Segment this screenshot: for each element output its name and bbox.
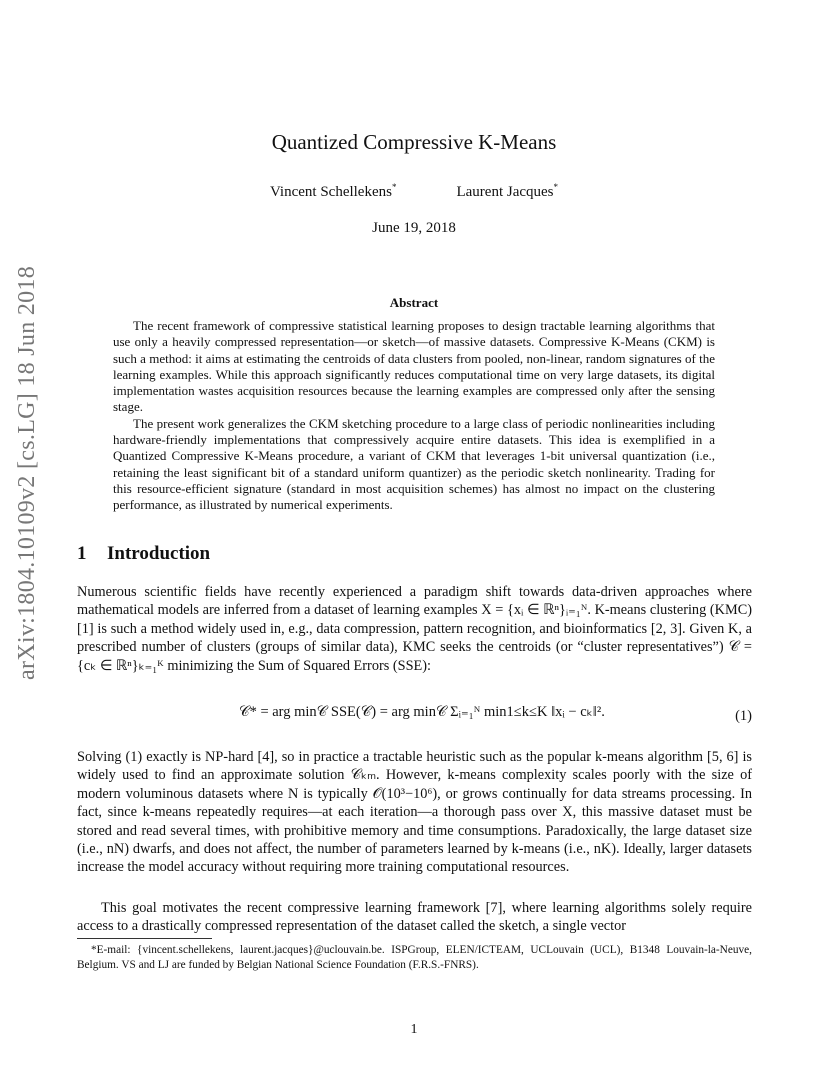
footnote	[77, 943, 752, 973]
intro-paragraph	[77, 899, 752, 936]
intro-paragraph	[77, 748, 752, 877]
author-name: Vincent Schellekens	[269, 184, 392, 200]
author-name: Laurent Jacques	[456, 184, 554, 200]
equation-block	[77, 700, 752, 742]
page-number: 1	[410, 1022, 418, 1037]
equation: 𝒞* = arg min𝒞 SSE(𝒞) = arg min𝒞 Σᵢ₌₁ᴺ min1≤k≤K ‖xᵢ − cₖ‖².	[239, 704, 605, 720]
arxiv-identifier: arXiv:1804.10109v2 [cs.LG] 18 Jun 2018	[14, 265, 40, 680]
paragraph-text: Solving (1) exactly is NP-hard [4], so in practice a tractable heuristic such as the popular k-means algorithm [5, 6] is widely used to find an approximate solution 𝒞ₖₘ. However, k-means complexity scales poorly with the size of modern voluminous datasets where N is typically 𝒪(10³−10⁶), or grows continually for data streams processing. In fact, since k-means repeatedly requires—at each iteration—a thorough pass over X, this massive dataset must be stored and read several times, with prohibitive memory and time consumptions. Paradoxically, the large dataset size (i.e., nN) dwarfs, and does not affect, the number of parameters learned by k-means (i.e., nK). Ideally, larger datasets increase the model accuracy without requiring more training computational resources.	[77, 749, 752, 876]
footnote-divider	[77, 938, 212, 939]
author-list	[0, 182, 828, 201]
paper-date: June 19, 2018	[372, 220, 456, 236]
section-number: 1	[77, 543, 87, 564]
paragraph-text: Numerous scientific fields have recently experienced a paradigm shift towards data-driven approaches where mathematical models are inferred from a dataset of learning examples X = {xᵢ ∈ ℝⁿ}ᵢ₌₁ᴺ. K-means clustering (KMC) [1] is such a method widely used in, e.g., data compression, pattern recognition, and bioinformatics [2, 3]. Given K, a prescribed number of clusters (groups of similar data), KMC seeks the centroids (or “cluster representatives”) 𝒞 = {cₖ ∈ ℝⁿ}ₖ₌₁ᴷ minimizing the Sum of Squared Errors (SSE):	[77, 584, 752, 674]
abstract-body	[113, 318, 715, 514]
section-title: Introduction	[107, 543, 211, 564]
abstract-heading: Abstract	[389, 295, 439, 310]
equation-number: (1)	[735, 708, 752, 724]
paper-title: Quantized Compressive K-Means	[271, 130, 557, 154]
author	[270, 182, 396, 201]
paragraph-text: This goal motivates the recent compressive learning framework [7], where learning algorithms solely require access to a drastically compressed representation of the dataset called the sketch, a single vector	[77, 900, 752, 935]
intro-paragraph	[77, 583, 752, 675]
author	[456, 182, 558, 201]
footnote-text: *E-mail: {vincent.schellekens, laurent.jacques}@uclouvain.be. ISPGroup, ELEN/ICTEAM, UCLouvain (UCL), B1348 Louvain-la-Neuve, Belgium. VS and LJ are funded by Belgian National Science Foundation (F.R.S.-FNRS).	[77, 944, 752, 971]
section-heading	[77, 543, 210, 565]
author-footnote-mark: *	[391, 182, 397, 192]
abstract-paragraph: The present work generalizes the CKM sketching procedure to a large class of periodic nonlinearities including hardware-friendly implementations that compressively acquire entire datasets. This idea is exemplified in a Quantized Compressive K-Means procedure, a variant of CKM that leverages 1-bit universal quantization (i.e., retaining the least significant bit of a standard uniform quantizer) as the periodic sketch nonlinearity. Trading for this resource-efficient signature (standard in most acquisition schemes) has almost no impact on the clustering performance, as illustrated by numerical experiments.	[113, 415, 715, 513]
abstract-paragraph: The recent framework of compressive statistical learning proposes to design tractable learning algorithms that use only a heavily compressed representation—or sketch—of massive datasets. Compressive K-Means (CKM) is such a method: it aims at estimating the centroids of data clusters from pooled, non-linear, random signatures of the learning examples. While this approach significantly reduces computational time on very large datasets, its digital implementation wastes acquisition resources because the learning examples are compressed only after the sensing stage.	[113, 318, 715, 415]
author-footnote-mark: *	[553, 182, 559, 192]
